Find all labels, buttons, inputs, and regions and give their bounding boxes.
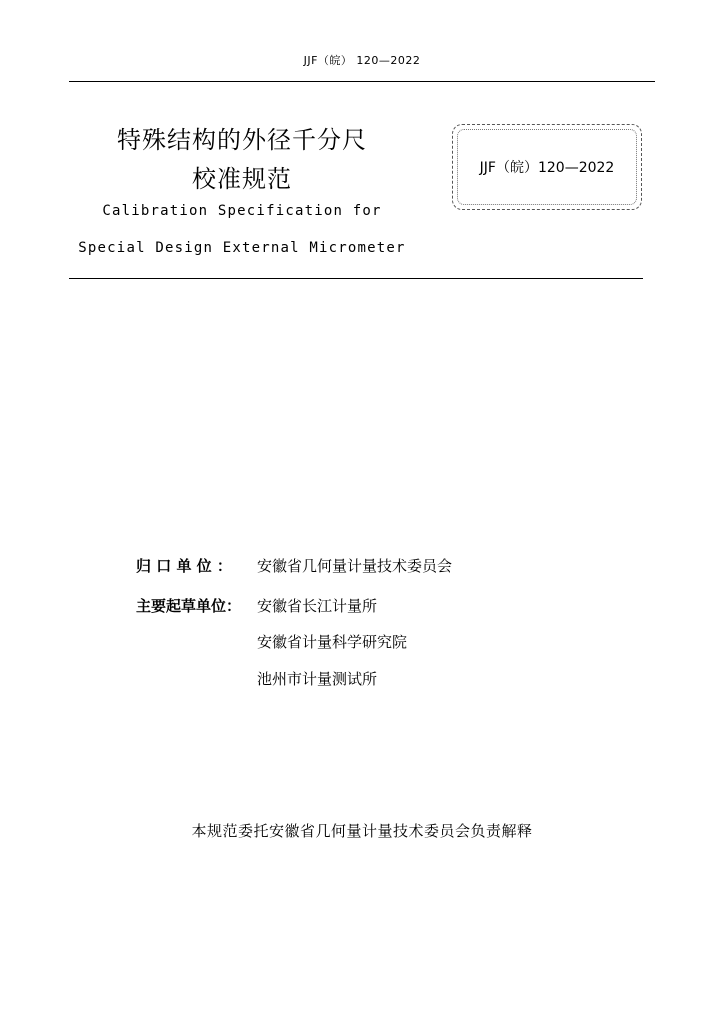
responsible-unit-row bbox=[136, 555, 453, 576]
responsible-unit-label: 归 口 单 位 ： bbox=[136, 557, 232, 575]
title-cn-line2: 校准规范 bbox=[192, 165, 292, 193]
standard-code: JJF（皖）120—2022 bbox=[479, 160, 615, 176]
title-en-line1: Calibration Specification for bbox=[102, 203, 382, 219]
title-en-line2: Special Design External Micrometer bbox=[78, 240, 406, 256]
drafting-unit-value-1: 安徽省长江计量所 bbox=[257, 597, 378, 615]
top-rule bbox=[69, 81, 655, 82]
responsible-unit-value: 安徽省几何量计量技术委员会 bbox=[257, 557, 453, 575]
drafting-unit-value-2: 安徽省计量科学研究院 bbox=[257, 633, 408, 651]
title-cn-line1: 特殊结构的外径千分尺 bbox=[117, 126, 367, 154]
drafting-unit-row bbox=[136, 595, 378, 616]
footer-note: 本规范委托安徽省几何量计量技术委员会负责解释 bbox=[191, 822, 533, 840]
drafting-unit-label: 主要起草单位： bbox=[136, 597, 242, 615]
bottom-rule bbox=[69, 278, 643, 279]
standard-code-box bbox=[452, 124, 642, 210]
drafting-unit-value-3: 池州市计量测试所 bbox=[257, 670, 378, 688]
running-head: JJF（皖） 120—2022 bbox=[303, 54, 421, 67]
